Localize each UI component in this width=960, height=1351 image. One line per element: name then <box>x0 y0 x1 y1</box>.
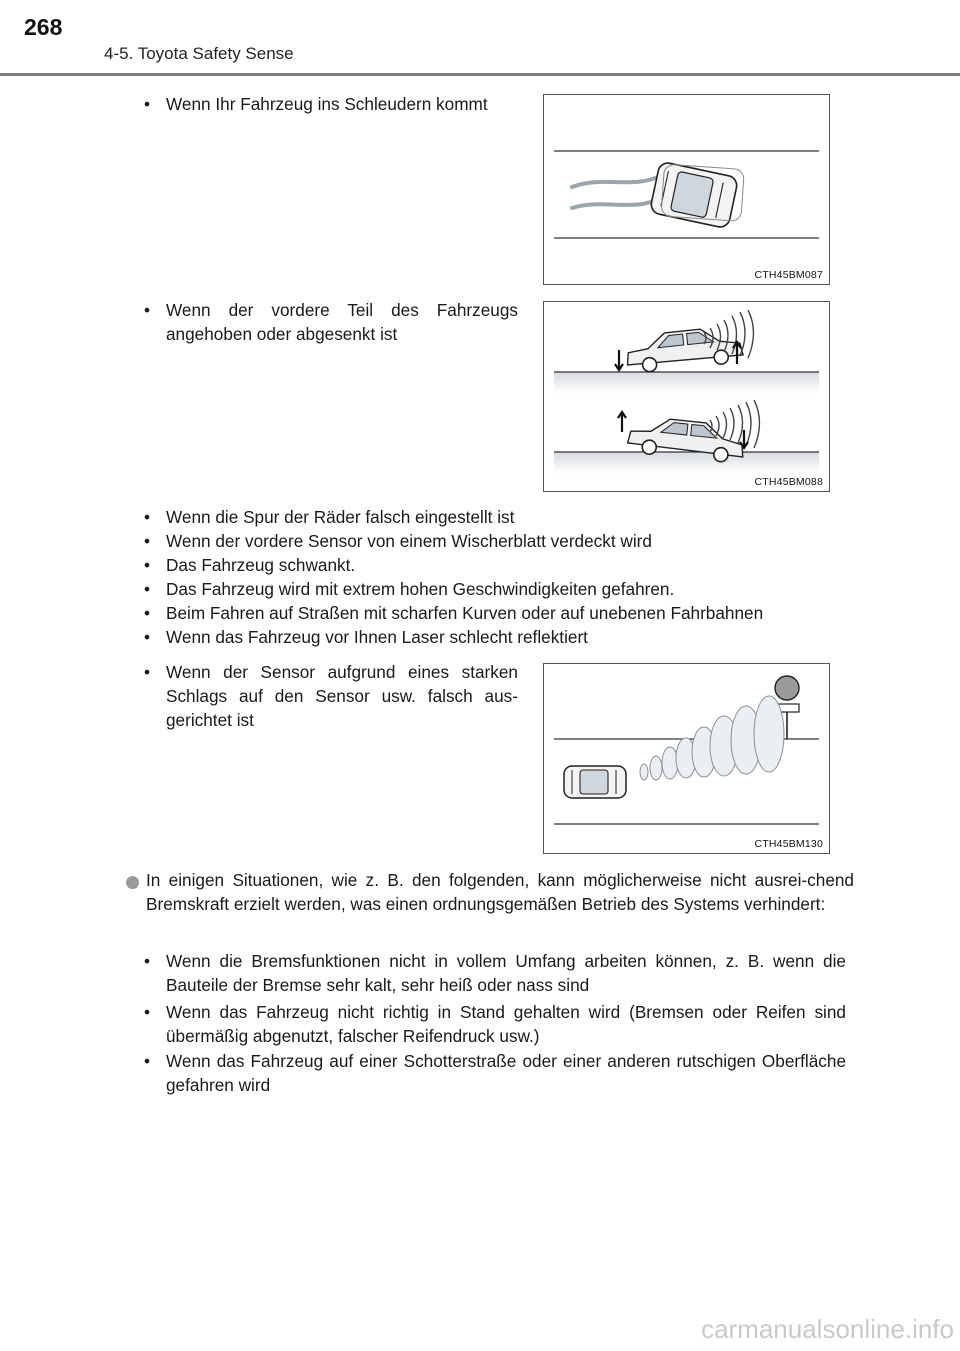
bullet-dot: • <box>144 94 151 114</box>
figure-sensor-misaligned <box>543 663 830 854</box>
bullet-text: Wenn der vordere Teil des Fahrzeugs angehoben oder abgesenkt ist <box>166 300 518 344</box>
circle-bullet-icon <box>126 876 139 889</box>
bullet-text: Wenn das Fahrzeug nicht richtig in Stand gehalten wird (Bremsen oder Reifen sind übermäßig abgenutzt, falscher Reifendruck usw.) <box>166 1002 846 1046</box>
bullet-text: Beim Fahren auf Straßen mit scharfen Kurven oder auf unebenen Fahrbahnen <box>166 603 764 623</box>
bullet-text: Wenn die Bremsfunktionen nicht in vollem Umfang arbeiten können, z. B. wenn die Bauteile der Bremse sehr kalt, sehr heiß oder nass sind <box>166 951 846 995</box>
figure-code: CTH45BM130 <box>754 838 823 850</box>
figure-raised-lowered-car <box>543 301 830 492</box>
watermark-text: carmanualsonline.info <box>701 1314 954 1344</box>
bullet-dot: • <box>144 662 151 682</box>
bullet-text: Das Fahrzeug schwankt. <box>166 555 356 575</box>
bullet-dot: • <box>144 507 151 527</box>
bullet-dot: • <box>144 531 151 551</box>
bullet-dot: • <box>144 555 151 575</box>
bullet-text: Wenn der Sensor aufgrund eines starken Schlags auf den Sensor usw. falsch aus-gerichtet ist <box>166 662 518 730</box>
bullet-dot: • <box>144 1051 151 1071</box>
bullet-dot: • <box>144 579 151 599</box>
bullet-dot: • <box>144 300 151 320</box>
bullet-text: Wenn die Spur der Räder falsch eingestellt ist <box>166 507 515 527</box>
bullet-wiper-covered <box>144 529 864 553</box>
bullet-dot: • <box>144 951 151 971</box>
bullet-skidding <box>144 92 522 116</box>
bullet-text: Wenn der vordere Sensor von einem Wischerblatt verdeckt wird <box>166 531 652 551</box>
bullet-brake-function <box>144 949 846 997</box>
figure-skidding-car <box>543 94 830 285</box>
bullet-vehicle-sways <box>144 553 864 577</box>
bullet-text: Wenn das Fahrzeug auf einer Schotterstraße oder einer anderen rutschigen Oberfläche gefahren wird <box>166 1051 846 1095</box>
bullet-text: Wenn Ihr Fahrzeug ins Schleudern kommt <box>166 94 488 114</box>
header-divider <box>0 73 960 76</box>
bullet-text: Wenn das Fahrzeug vor Ihnen Laser schlecht reflektiert <box>166 627 588 647</box>
bullet-gravel-road <box>144 1049 846 1097</box>
bullet-front-raised <box>144 298 518 346</box>
bullet-sensor-misaligned <box>144 660 518 732</box>
paragraph-braking-force: In einigen Situationen, wie z. B. den folgenden, kann möglicherweise nicht ausrei-chend Bremskraft erzielt werden, was einen ordnungsgemäßen Betrieb des Systems verhindert: <box>146 870 854 914</box>
bullet-dot: • <box>144 603 151 623</box>
bullet-high-speed <box>144 577 864 601</box>
bullet-wheel-alignment <box>144 505 864 529</box>
bullet-text: Das Fahrzeug wird mit extrem hohen Geschwindigkeiten gefahren. <box>166 579 675 599</box>
bullet-maintenance <box>144 1000 846 1048</box>
figure-code: CTH45BM087 <box>754 269 823 281</box>
section-title: 4-5. Toyota Safety Sense <box>104 44 294 63</box>
bullet-sharp-curves <box>144 601 864 625</box>
bullet-poor-laser-reflection <box>144 625 864 649</box>
page-number: 268 <box>24 14 63 40</box>
figure-code: CTH45BM088 <box>754 476 823 488</box>
bullet-dot: • <box>144 627 151 647</box>
bullet-dot: • <box>144 1002 151 1022</box>
